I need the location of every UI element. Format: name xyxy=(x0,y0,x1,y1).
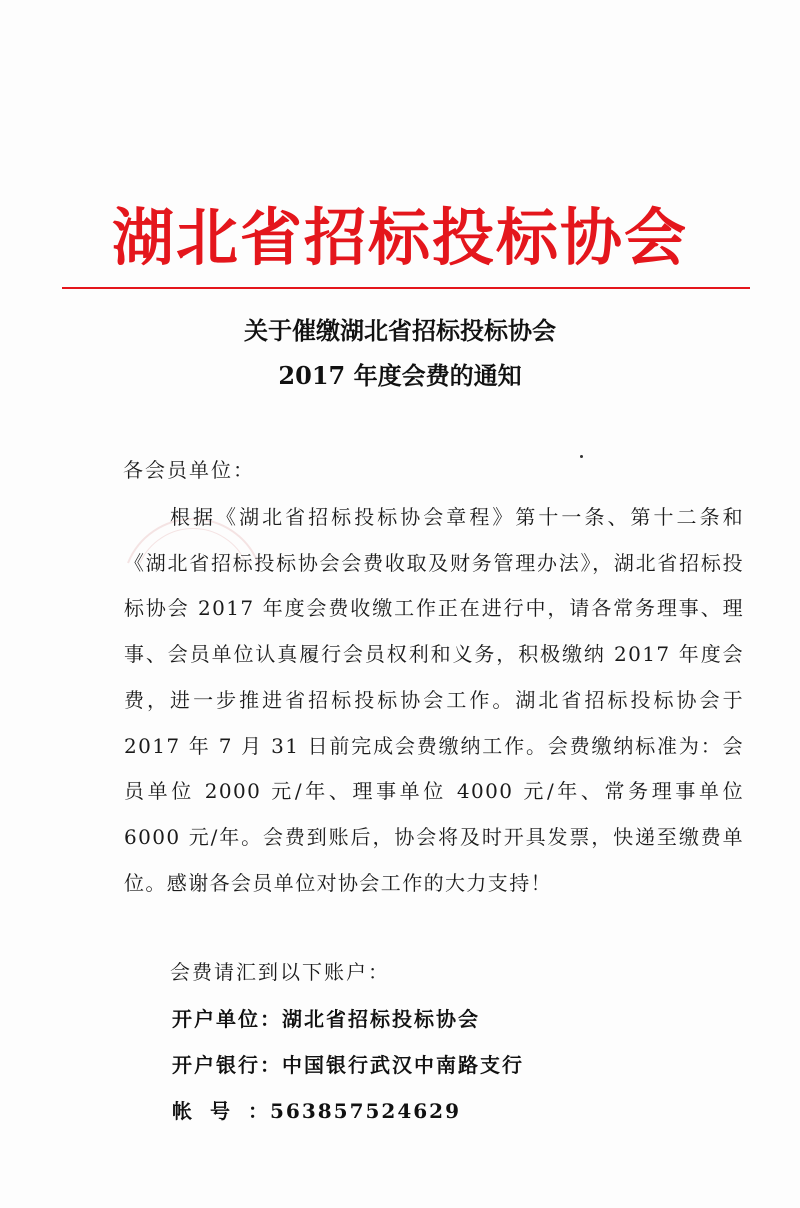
document-title-line-1: 关于催缴湖北省招标投标协会 xyxy=(244,316,556,345)
salutation: 各会员单位： xyxy=(123,458,255,482)
account-bank-line xyxy=(172,1050,524,1080)
account-number-value: 563857524629 xyxy=(270,1099,461,1123)
organization-letterhead: 湖北省招标投标协会 xyxy=(111,201,688,274)
account-holder-line xyxy=(172,1004,480,1034)
document-title-line-2: 2017 年度会费的通知 xyxy=(278,361,522,390)
account-number-line xyxy=(172,1096,461,1126)
account-bank-label: 开户银行： xyxy=(172,1053,282,1077)
account-number-label: 帐号： xyxy=(172,1099,270,1123)
remittance-note: 会费请汇到以下账户： xyxy=(170,960,390,984)
account-holder-value: 湖北省招标投标协会 xyxy=(282,1007,480,1031)
ink-dot xyxy=(580,455,583,458)
letterhead-divider xyxy=(62,287,750,289)
notice-body-paragraph: 根据《湖北省招标投标协会章程》第十一条、第十二条和《湖北省招标投标协会会费收取及财务管理办法》，湖北省招标投标协会 2017 年度会费收缴工作正在进行中，请各常务理事、理事、会员单位认真履行会员权利和义务，积极缴纳 2017 年度会费，进一步推进省招标投标协会工作。湖北省招标投标协会于2017 年 7 月 31 日前完成会费缴纳工作。会费缴纳标准为：会员单位 2000 元/年、理事单位 4000 元/年、常务理事单位 6000 元/年。会费到账后，协会将及时开具发票，快递至缴费单位。感谢各会员单位对协会工作的大力支持！ xyxy=(124,505,744,895)
account-holder-label: 开户单位： xyxy=(172,1007,282,1031)
account-bank-value: 中国银行武汉中南路支行 xyxy=(282,1053,524,1077)
